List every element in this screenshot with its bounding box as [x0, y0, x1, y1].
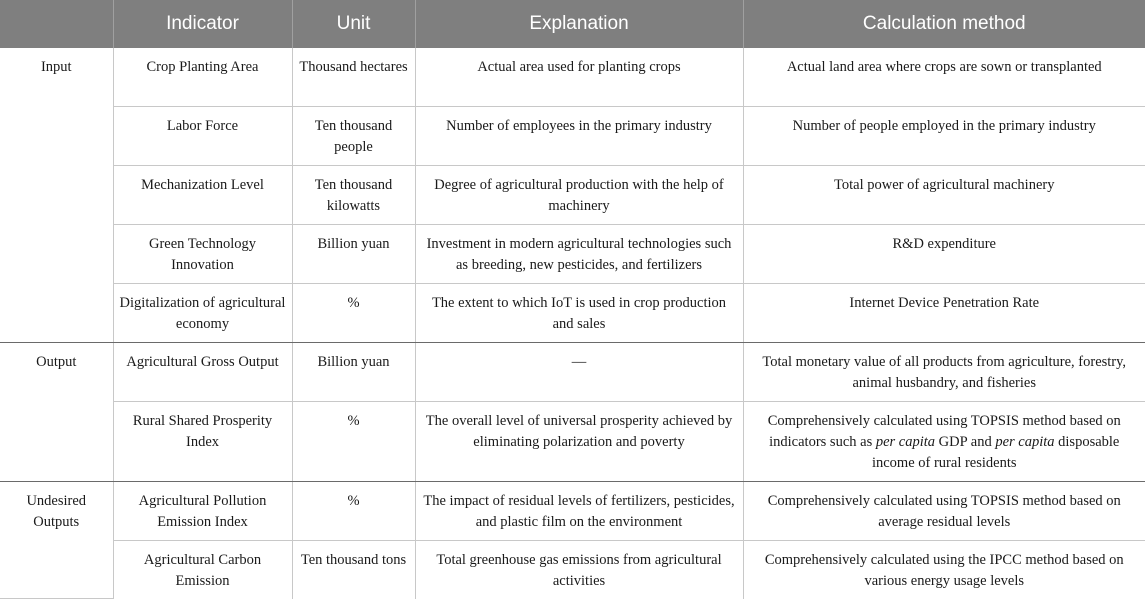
header-group [0, 0, 113, 48]
cell-unit: Thousand hectares [292, 48, 415, 106]
table-row [0, 165, 1145, 224]
table-row [0, 540, 1145, 599]
cell-indicator: Green Technology Innovation [113, 224, 292, 283]
method-text: Comprehensively calculated using TOPSIS method based on indicators such as [767, 412, 1121, 450]
method-text: GDP and [935, 433, 996, 450]
header-explanation: Explanation [415, 0, 743, 48]
header-row [0, 0, 1145, 48]
cell-explanation: The overall level of universal prosperity achieved by eliminating polarization and poverty [415, 401, 743, 481]
cell-explanation: Actual area used for planting crops [415, 48, 743, 106]
cell-indicator: Agricultural Pollution Emission Index [113, 481, 292, 540]
cell-method: Comprehensively calculated using the IPCC method based on various energy usage levels [743, 540, 1145, 599]
group-label-input: Input [0, 48, 113, 342]
method-italic-term: per capita [875, 433, 936, 450]
cell-method: R&D expenditure [743, 224, 1145, 283]
cell-unit: % [292, 283, 415, 342]
cell-method: Internet Device Penetration Rate [743, 283, 1145, 342]
cell-unit: Ten thousand people [292, 106, 415, 165]
group-label-output: Output [0, 342, 113, 481]
cell-explanation: The extent to which IoT is used in crop production and sales [415, 283, 743, 342]
cell-indicator: Labor Force [113, 106, 292, 165]
header-unit: Unit [292, 0, 415, 48]
table-row [0, 224, 1145, 283]
cell-method: Comprehensively calculated using TOPSIS method based on average residual levels [743, 481, 1145, 540]
cell-explanation: Investment in modern agricultural technologies such as breeding, new pesticides, and fertilizers [415, 224, 743, 283]
cell-unit: Ten thousand tons [292, 540, 415, 599]
cell-method: Total monetary value of all products from agriculture, forestry, animal husbandry, and fisheries [743, 342, 1145, 401]
header-indicator: Indicator [113, 0, 292, 48]
method-text: disposable income of rural residents [871, 433, 1120, 471]
cell-explanation: Number of employees in the primary industry [415, 106, 743, 165]
cell-unit: Billion yuan [292, 342, 415, 401]
cell-explanation: The impact of residual levels of fertilizers, pesticides, and plastic film on the environment [415, 481, 743, 540]
cell-indicator: Agricultural Gross Output [113, 342, 292, 401]
cell-explanation: Degree of agricultural production with the help of machinery [415, 165, 743, 224]
method-italic-term: per capita [995, 433, 1055, 450]
cell-unit: % [292, 401, 415, 481]
table-row [0, 481, 1145, 540]
cell-explanation: Total greenhouse gas emissions from agricultural activities [415, 540, 743, 599]
table-row [0, 401, 1145, 481]
cell-unit: % [292, 481, 415, 540]
table-row [0, 48, 1145, 106]
table-row [0, 342, 1145, 401]
cell-explanation: — [415, 342, 743, 401]
cell-unit: Billion yuan [292, 224, 415, 283]
cell-unit: Ten thousand kilowatts [292, 165, 415, 224]
cell-method: Total power of agricultural machinery [743, 165, 1145, 224]
header-calculation-method: Calculation method [743, 0, 1145, 48]
cell-method: Number of people employed in the primary industry [743, 106, 1145, 165]
cell-indicator: Crop Planting Area [113, 48, 292, 106]
table-row [0, 283, 1145, 342]
group-label-undesired-outputs: Undesired Outputs [0, 481, 113, 599]
cell-method: Actual land area where crops are sown or transplanted [743, 48, 1145, 106]
cell-indicator: Agricultural Carbon Emission [113, 540, 292, 599]
cell-indicator: Digitalization of agricultural economy [113, 283, 292, 342]
cell-indicator: Mechanization Level [113, 165, 292, 224]
table-row [0, 106, 1145, 165]
cell-indicator: Rural Shared Prosperity Index [113, 401, 292, 481]
cell-method [743, 401, 1145, 481]
